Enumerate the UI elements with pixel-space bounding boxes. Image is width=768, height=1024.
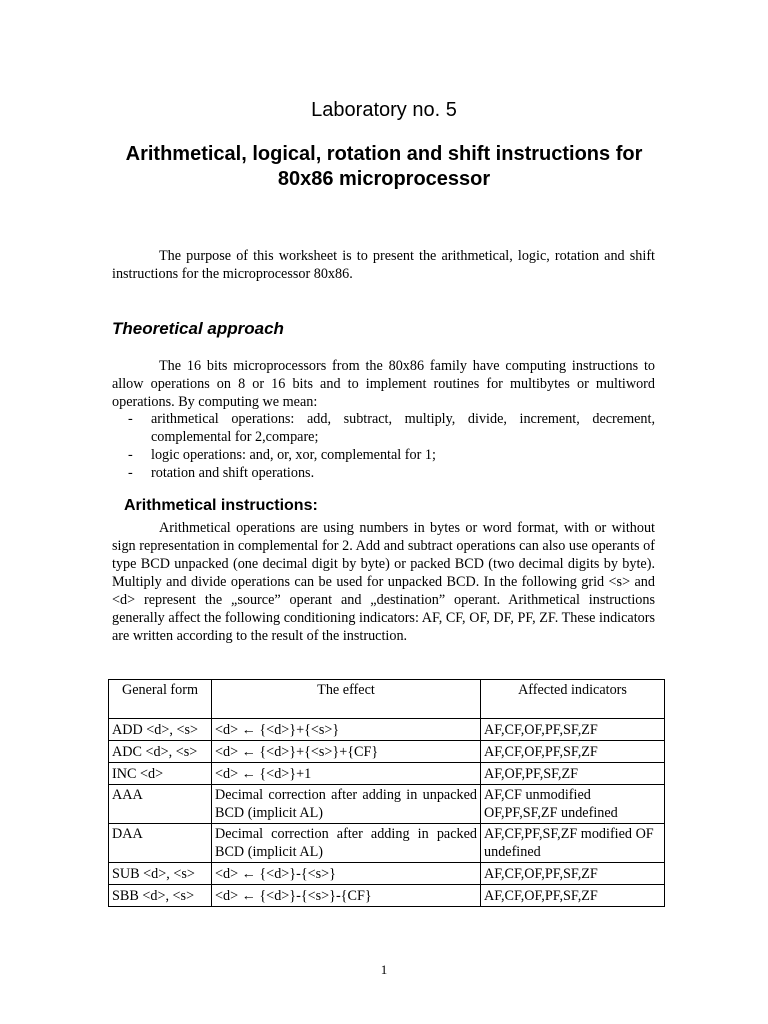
operation-list (112, 410, 655, 482)
cell-effect: Decimal correction after adding in unpacked BCD (implicit AL) (212, 785, 481, 824)
table-header-row (109, 680, 665, 719)
list-item (112, 464, 655, 482)
table-row (109, 719, 665, 741)
bullet-marker: - (128, 447, 133, 463)
list-item-text: logic operations: and, or, xor, complemental for 1; (151, 447, 436, 463)
cell-general-form: INC <d> (109, 763, 212, 785)
cell-general-form: DAA (109, 824, 212, 863)
lab-title: Laboratory no. 5 (311, 99, 457, 121)
list-item (112, 446, 655, 464)
cell-effect: <d> ← {<d>}-{<s>}-{CF} (212, 885, 481, 907)
intro-paragraph: The purpose of this worksheet is to present the arithmetical, logic, rotation and shift instructions for the microprocessor 80x86. (112, 248, 655, 282)
instruction-table (108, 679, 665, 907)
theory-heading: Theoretical approach (112, 319, 284, 338)
arith-paragraph: Arithmetical operations are using numbers in bytes or word format, with or without sign representation in complemental for 2. Add and subtract operations can also use operants of type BCD unpacked (one decimal digit by byte) or packed BCD (two decimal digits by byte). Multiply and divide operations can be used for unpacked BCD. In the following grid <s> and <d> represent the „source” operant and „destination” operant. Arithmetical instructions generally affect the following conditioning indicators: AF, CF, OF, DF, PF, ZF. These indicators are written according to the result of the instruction. (112, 520, 655, 644)
table-row (109, 741, 665, 763)
column-header-general-form: General form (109, 680, 212, 719)
cell-indicators: AF,CF unmodified OF,PF,SF,ZF undefined (481, 785, 665, 824)
bullet-marker: - (128, 411, 133, 427)
cell-general-form: SUB <d>, <s> (109, 863, 212, 885)
column-header-effect: The effect (212, 680, 481, 719)
list-item (112, 410, 655, 446)
list-item-text: arithmetical operations: add, subtract, multiply, divide, increment, decrement, complemental for 2,compare; (151, 411, 655, 445)
column-header-indicators: Affected indicators (481, 680, 665, 719)
cell-general-form: AAA (109, 785, 212, 824)
cell-indicators: AF,OF,PF,SF,ZF (481, 763, 665, 785)
page-number: 1 (380, 962, 388, 977)
cell-indicators: AF,CF,OF,PF,SF,ZF (481, 741, 665, 763)
cell-general-form: SBB <d>, <s> (109, 885, 212, 907)
cell-indicators: AF,CF,OF,PF,SF,ZF (481, 719, 665, 741)
cell-general-form: ADD <d>, <s> (109, 719, 212, 741)
cell-indicators: AF,CF,OF,PF,SF,ZF (481, 863, 665, 885)
cell-indicators: AF,CF,PF,SF,ZF modified OF undefined (481, 824, 665, 863)
table-row (109, 763, 665, 785)
cell-effect: Decimal correction after adding in packed BCD (implicit AL) (212, 824, 481, 863)
cell-effect: <d> ← {<d>}+{<s>}+{CF} (212, 741, 481, 763)
bullet-marker: - (128, 465, 133, 481)
table-row (109, 863, 665, 885)
list-item-text: rotation and shift operations. (151, 465, 315, 481)
table-row (109, 824, 665, 863)
cell-indicators: AF,CF,OF,PF,SF,ZF (481, 885, 665, 907)
cell-general-form: ADC <d>, <s> (109, 741, 212, 763)
cell-effect: <d> ← {<d>}+{<s>} (212, 719, 481, 741)
table-row (109, 785, 665, 824)
cell-effect: <d> ← {<d>}+1 (212, 763, 481, 785)
cell-effect: <d> ← {<d>}-{<s>} (212, 863, 481, 885)
main-title: Arithmetical, logical, rotation and shift instructions for 80x86 microprocessor (125, 143, 643, 190)
table-row (109, 885, 665, 907)
theory-paragraph: The 16 bits microprocessors from the 80x86 family have computing instructions to allow operations on 8 or 16 bits and to implement routines for multibytes or multiword operations. By computing we mean: (112, 358, 655, 410)
arith-heading: Arithmetical instructions: (124, 497, 318, 514)
